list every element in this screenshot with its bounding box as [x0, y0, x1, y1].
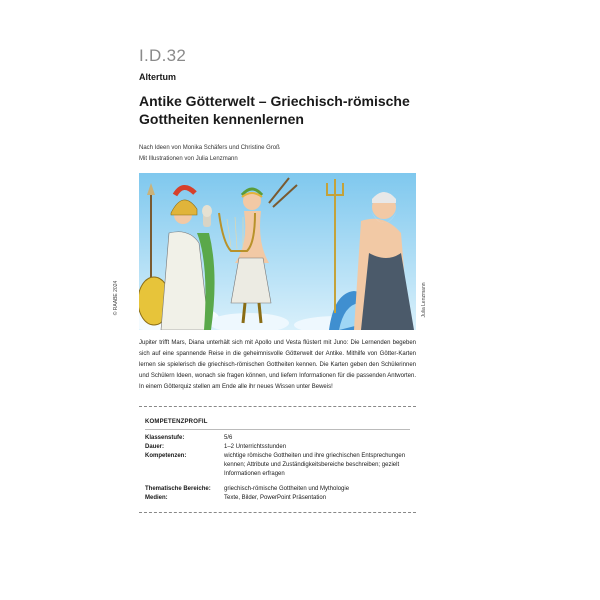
- profile-value: wichtige römische Gottheiten und ihre griechischen Entsprechungen kennen; Attribute und Zuständigkeitsbereiche beschreiben; gezielt Informationen erfragen: [224, 453, 406, 477]
- divider-top: [139, 406, 416, 407]
- profile-key: Dauer:: [145, 444, 165, 450]
- category-label: Altertum: [139, 72, 177, 82]
- credit-illustrations: Mit Illustrationen von Julia Lenzmann: [139, 156, 238, 162]
- illustration: [139, 173, 416, 330]
- profile-value: Texte, Bilder, PowerPoint Präsentation: [224, 495, 327, 501]
- profile-value: griechisch-römische Gottheiten und Mythologie: [224, 486, 350, 492]
- profile-heading: KOMPETENZPROFIL: [145, 419, 208, 425]
- illustration-credit: Julia Lenzmann: [421, 282, 427, 318]
- profile-value: 5/6: [224, 435, 233, 441]
- divider-bottom: [139, 512, 416, 513]
- credit-ideas: Nach Ideen von Monika Schäfers und Christine Groß: [139, 145, 280, 151]
- profile-key: Thematische Bereiche:: [145, 486, 211, 492]
- copyright-sidebar: © RAABE 2024: [113, 280, 119, 316]
- page-title: Antike Götterwelt – Griechisch-römische Gottheiten kennenlernen: [139, 93, 410, 127]
- intro-paragraph: Jupiter trifft Mars, Diana unterhält sich mit Apollo und Vesta flüstert mit Juno: Die Lernenden begeben sich auf eine spannende Reise in die geheimnisvolle Götterwelt der Antike. Mithilfe von Götter-Karten lernen sie spielerisch die griechisch-römischen Gottheiten kennen. Die Karten geben den Schülerinnen und Schülern Ideen, wonach sie fragen können, und liefern Informationen für die passenden Antworten. In einem Götterquiz stellen am Ende alle ihr neues Wissen unter Beweis!: [139, 340, 416, 390]
- profile-rule: [145, 429, 410, 430]
- profile-key: Kompetenzen:: [145, 453, 187, 459]
- profile-key: Medien:: [145, 495, 168, 501]
- unit-code: I.D.32: [139, 46, 187, 65]
- profile-value: 1–2 Unterrichtsstunden: [224, 444, 287, 450]
- profile-key: Klassenstufe:: [145, 435, 185, 441]
- gods-illustration: [139, 173, 416, 330]
